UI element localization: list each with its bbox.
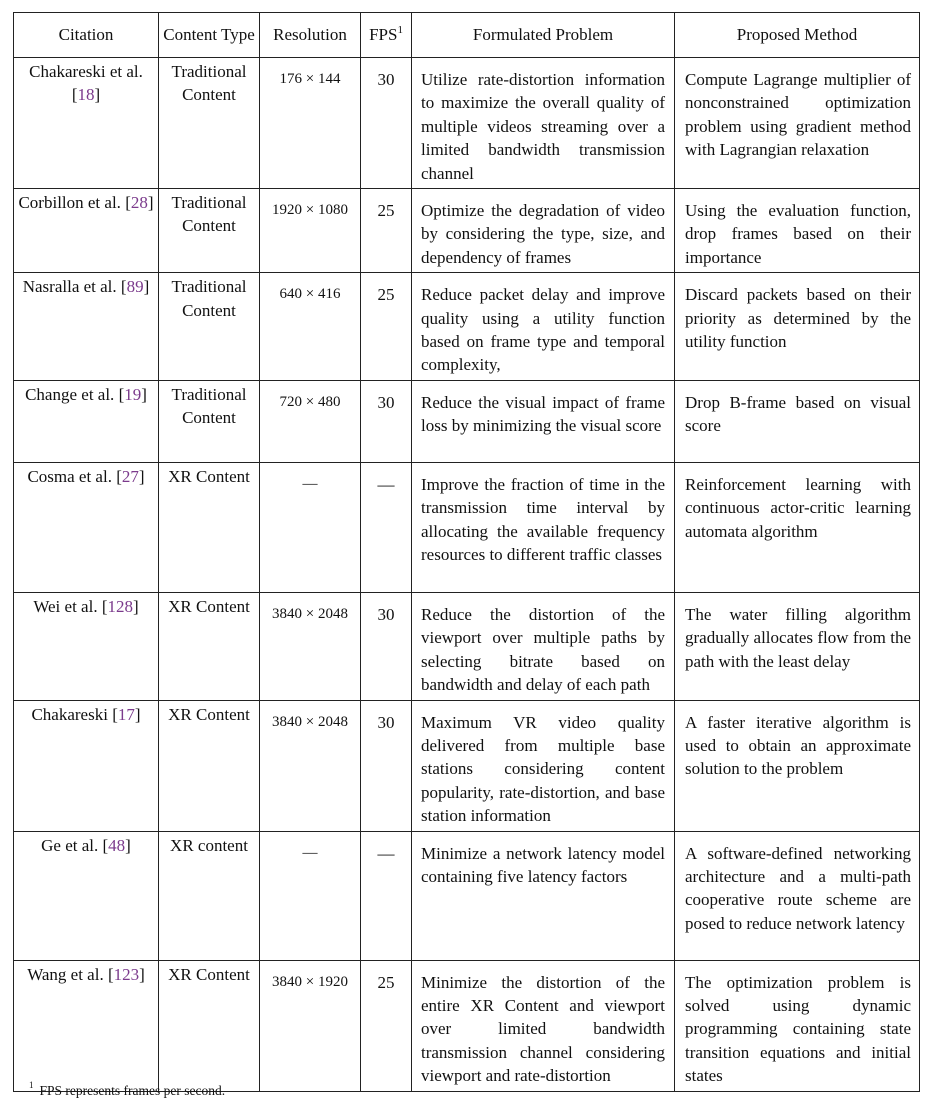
header-content-type: Content Type xyxy=(159,13,260,58)
table-row xyxy=(14,462,920,592)
resolution-cell: 3840 × 2048 xyxy=(260,700,361,831)
table-row xyxy=(14,831,920,960)
resolution-cell: 176 × 144 xyxy=(260,58,361,189)
fps-cell: 25 xyxy=(361,273,412,381)
citation-ref-link[interactable]: 89 xyxy=(126,277,144,297)
resolution-cell: — xyxy=(260,831,361,960)
citation-cell: Chakareski [17] xyxy=(14,700,159,831)
content-type-cell: XR Content xyxy=(159,592,260,700)
method-cell: Using the evaluation function, drop frames based on their importance xyxy=(675,189,920,273)
header-fps xyxy=(361,13,412,58)
table-row xyxy=(14,380,920,462)
citation-cell: Nasralla et al. [89] xyxy=(14,273,159,381)
footnote-text: FPS represents frames per second. xyxy=(39,1083,226,1098)
method-cell: Drop B-frame based on visual score xyxy=(675,380,920,462)
content-type-cell: XR Content xyxy=(159,462,260,592)
method-cell: Discard packets based on their priority as determined by the utility function xyxy=(675,273,920,381)
problem-cell: Minimize a network latency model containing five latency factors xyxy=(412,831,675,960)
fps-cell: 25 xyxy=(361,189,412,273)
citation-name: Cosma et al. xyxy=(27,466,112,486)
resolution-cell: 1920 × 1080 xyxy=(260,189,361,273)
citation-name: Nasralla et al. xyxy=(22,277,117,297)
citation-cell: Ge et al. [48] xyxy=(14,831,159,960)
fps-cell: 25 xyxy=(361,960,412,1091)
fps-cell: 30 xyxy=(361,58,412,189)
citation-name: Wang et al. xyxy=(27,964,104,984)
problem-cell: Reduce packet delay and improve quality using a utility function based on frame type and temporal complexity, xyxy=(412,273,675,381)
resolution-cell: — xyxy=(260,462,361,592)
problem-cell: Maximum VR video quality delivered from multiple base stations considering content popularity, rate-distortion, and base station information xyxy=(412,700,675,831)
table-row xyxy=(14,189,920,273)
problem-cell: Reduce the visual impact of frame loss by minimizing the visual score xyxy=(412,380,675,462)
content-type-cell: XR Content xyxy=(159,960,260,1091)
problem-cell: Reduce the distortion of the viewport over multiple paths by selecting bitrate based on bandwidth and delay of each path xyxy=(412,592,675,700)
citation-cell: Change et al. [19] xyxy=(14,380,159,462)
method-cell: The water filling algorithm gradually allocates flow from the path with the least delay xyxy=(675,592,920,700)
table-footnote xyxy=(29,1080,226,1099)
fps-footnote-marker: 1 xyxy=(397,24,403,37)
header-row xyxy=(14,13,920,58)
fps-cell: 30 xyxy=(361,700,412,831)
content-type-cell: Traditional Content xyxy=(159,189,260,273)
method-cell: A software-defined networking architecture and a multi-path cooperative route scheme are posed to reduce network latency xyxy=(675,831,920,960)
fps-cell: 30 xyxy=(361,380,412,462)
citation-name: Corbillon et al. xyxy=(18,193,121,213)
citation-ref-link[interactable]: 17 xyxy=(117,704,135,724)
problem-cell: Utilize rate-distortion information to maximize the overall quality of multiple videos streaming over a limited bandwidth transmission channel xyxy=(412,58,675,189)
citation-ref-link[interactable]: 123 xyxy=(113,964,140,984)
citation-name: Chakareski et al. xyxy=(29,62,143,81)
header-method: Proposed Method xyxy=(675,13,920,58)
header-citation: Citation xyxy=(14,13,159,58)
content-type-cell: XR Content xyxy=(159,700,260,831)
resolution-cell: 3840 × 1920 xyxy=(260,960,361,1091)
content-type-cell: XR content xyxy=(159,831,260,960)
citation-ref-link[interactable]: 19 xyxy=(124,384,142,404)
content-type-cell: Traditional Content xyxy=(159,58,260,189)
citation-ref-link[interactable]: 27 xyxy=(121,466,139,486)
citation-cell: Wei et al. [128] xyxy=(14,592,159,700)
problem-cell: Optimize the degradation of video by considering the type, size, and dependency of frames xyxy=(412,189,675,273)
citation-ref-link[interactable]: 128 xyxy=(107,596,133,616)
method-cell: Reinforcement learning with continuous actor-critic learning automata algorithm xyxy=(675,462,920,592)
content-type-cell: Traditional Content xyxy=(159,273,260,381)
citation-ref-link[interactable]: 28 xyxy=(130,193,148,213)
citation-ref-link[interactable]: 18 xyxy=(77,85,95,105)
content-type-cell: Traditional Content xyxy=(159,380,260,462)
fps-cell: — xyxy=(361,831,412,960)
citation-ref-link[interactable]: 48 xyxy=(108,835,126,855)
comparison-table xyxy=(13,12,920,1092)
method-cell: A faster iterative algorithm is used to obtain an approximate solution to the problem xyxy=(675,700,920,831)
citation-cell: Wang et al. [123] xyxy=(14,960,159,1091)
problem-cell: Improve the fraction of time in the transmission time interval by allocating the available frequency resources to different traffic classes xyxy=(412,462,675,592)
fps-cell: 30 xyxy=(361,592,412,700)
header-fps-label: FPS xyxy=(369,25,398,45)
citation-name: Chakareski xyxy=(31,704,108,724)
header-resolution: Resolution xyxy=(260,13,361,58)
footnote-marker: 1 xyxy=(29,1080,34,1090)
table-row xyxy=(14,700,920,831)
citation-name: Wei et al. xyxy=(33,596,98,616)
problem-cell: Minimize the distortion of the entire XR Content and viewport over limited bandwidth transmission channel considering viewport and rate-distortion xyxy=(412,960,675,1091)
resolution-cell: 720 × 480 xyxy=(260,380,361,462)
citation-cell: Corbillon et al. [28] xyxy=(14,189,159,273)
resolution-cell: 640 × 416 xyxy=(260,273,361,381)
table-row xyxy=(14,960,920,1091)
citation-name: Change et al. xyxy=(25,384,115,404)
resolution-cell: 3840 × 2048 xyxy=(260,592,361,700)
fps-cell: — xyxy=(361,462,412,592)
citation-name: Ge et al. xyxy=(41,835,99,855)
method-cell: The optimization problem is solved using dynamic programming containing state transition equations and initial states xyxy=(675,960,920,1091)
table-row xyxy=(14,273,920,381)
table-row xyxy=(14,58,920,189)
citation-cell: Chakareski et al. [18] xyxy=(14,58,159,189)
header-problem: Formulated Problem xyxy=(412,13,675,58)
method-cell: Compute Lagrange multiplier of nonconstrained optimization problem using gradient method with Lagrangian relaxation xyxy=(675,58,920,189)
citation-cell: Cosma et al. [27] xyxy=(14,462,159,592)
table-row xyxy=(14,592,920,700)
